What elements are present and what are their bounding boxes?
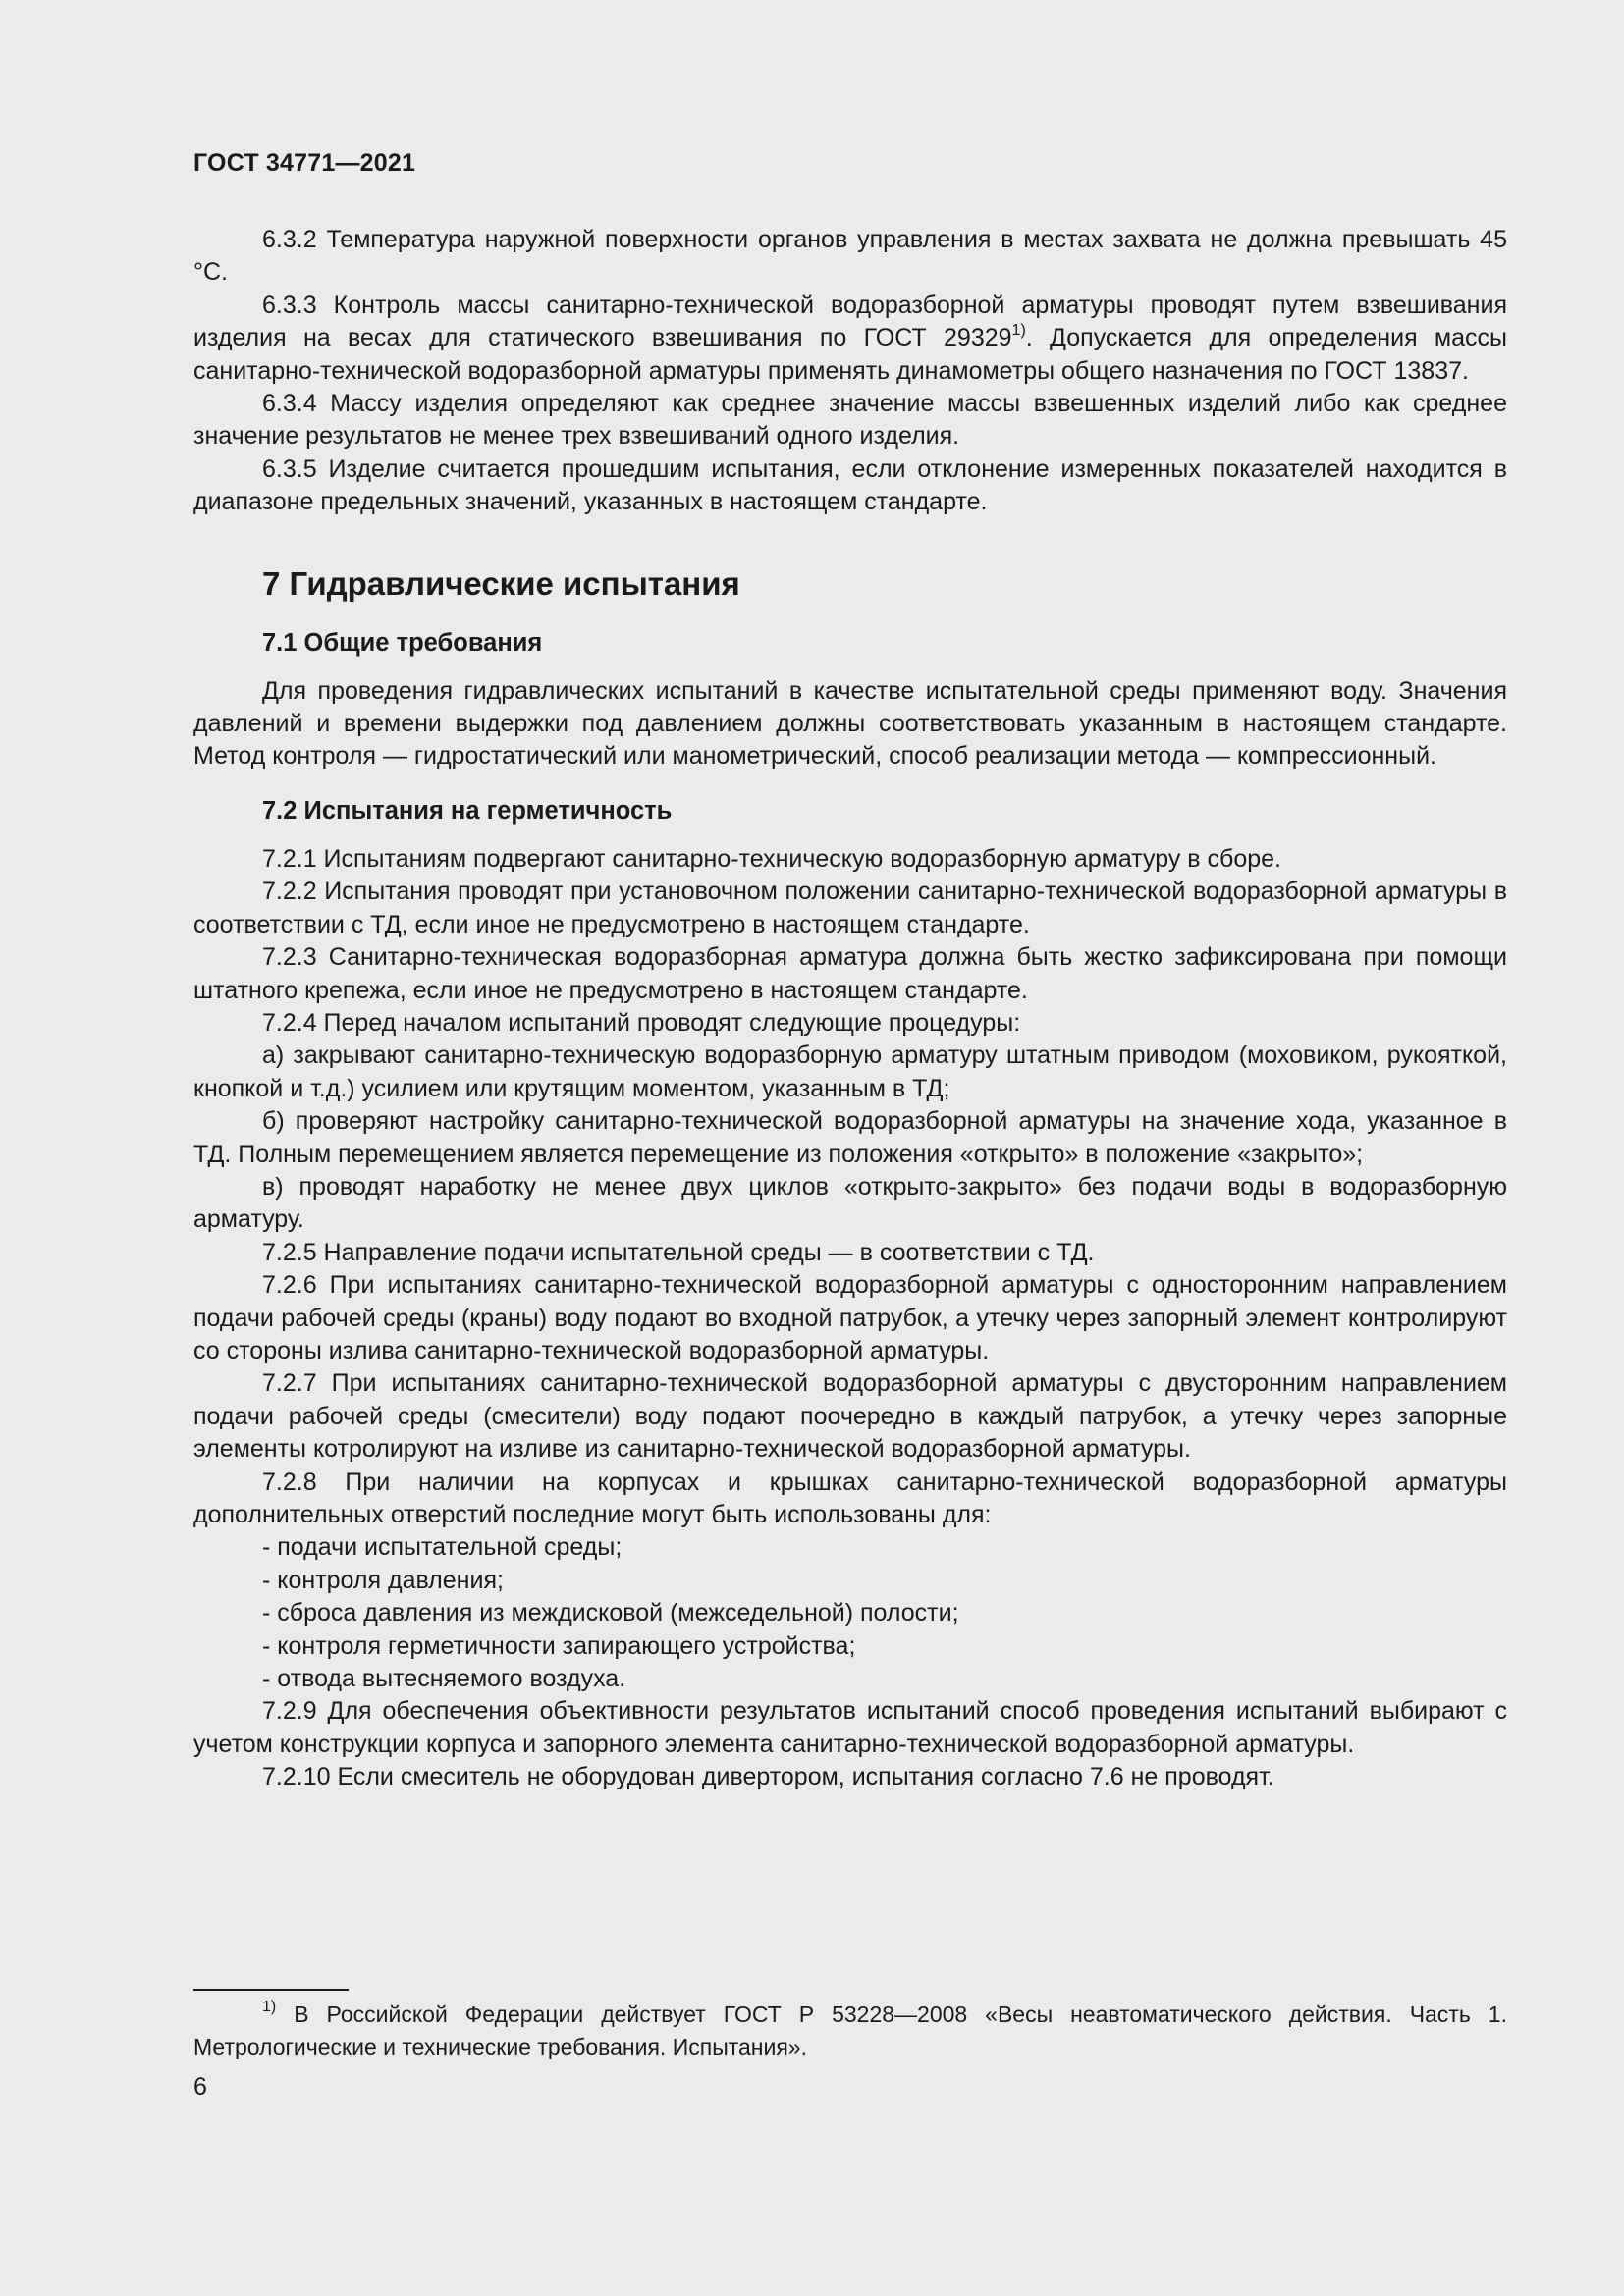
list-item: - сброса давления из междисковой (межседельной) полости; — [262, 1599, 959, 1628]
paragraph-7-2-9: 7.2.9 Для обеспечения объективности результатов испытаний способ проведения испытаний выбирают с учетом конструкции корпуса и запорного элемента санитарно-технической водоразборной арматуры. — [193, 1697, 1507, 1758]
paragraph-6-3-2: 6.3.2 Температура наружной поверхности органов управления в местах захвата не должна превышать 45 °С. — [193, 226, 1507, 287]
paragraph-7-1-general: Для проведения гидравлических испытаний в качестве испытательной среды применяют воду. Значения давлений и времени выдержки под давлением должны соответствовать указанным в настоящем стандарте. Метод контроля — гидростатический или манометрический, способ реализации метода — компрессионный. — [193, 676, 1507, 771]
paragraph-7-2-2: 7.2.2 Испытания проводят при установочном положении санитарно-технической водоразборной арматуры в соответствии с ТД, если иное не предусмотрено в настоящем стандарте. — [193, 878, 1507, 938]
list-item: - контроля герметичности запирающего устройства; — [262, 1631, 856, 1660]
paragraph-7-2-4-a: а) закрывают санитарно-техническую водоразборную арматуру штатным приводом (моховиком, рукояткой, кнопкой и т.д.) усилием или крутящим моментом, указанным в ТД; — [193, 1041, 1507, 1102]
paragraph-7-2-8: 7.2.8 При наличии на корпусах и крышках санитарно-технической водоразборной арматуры дополнительных отверстий последние могут быть использованы для: — [193, 1468, 1507, 1528]
document-code-header: ГОСТ 34771—2021 — [193, 149, 416, 177]
page-number: 6 — [193, 2073, 207, 2101]
paragraph-7-2-4-c: в) проводят наработку не менее двух циклов «открыто-закрыто» без подачи воды в водоразборную арматуру. — [193, 1172, 1507, 1234]
paragraph-6-3-5: 6.3.5 Изделие считается прошедшим испытания, если отклонение измеренных показателей находится в диапазоне предельных значений, указанных в настоящем стандарте. — [193, 454, 1507, 516]
paragraph-7-2-5: 7.2.5 Направление подачи испытательной среды — в соответствии с ТД. — [262, 1238, 1095, 1266]
paragraph-7-2-4: 7.2.4 Перед началом испытаний проводят следующие процедуры: — [262, 1008, 1021, 1037]
main-content — [193, 224, 1507, 1794]
footnote-divider — [193, 1989, 349, 1991]
paragraph-6-3-3-text-end: . Допускается для определения массы санитарно-технической водоразборной арматуры применять динамометры общего назначения по ГОСТ 13837. — [193, 324, 1507, 385]
paragraph-7-2-10: 7.2.10 Если смеситель не оборудован дивертором, испытания согласно 7.6 не проводят. — [262, 1763, 1274, 1791]
paragraph-6-3-3 — [193, 290, 1507, 388]
subsection-7-1-heading: 7.1 Общие требования — [262, 628, 543, 657]
list-item: - отвода вытесняемого воздуха. — [262, 1665, 626, 1693]
list-item: - подачи испытательной среды; — [262, 1533, 623, 1562]
paragraph-7-2-3: 7.2.3 Санитарно-техническая водоразборная арматура должна быть жестко зафиксирована при помощи штатного крепежа, если иное не предусмотрено в настоящем стандарте. — [193, 943, 1507, 1004]
paragraph-7-2-4-b: б) проверяют настройку санитарно-технической водоразборной арматуры на значение хода, указанное в ТД. Полным перемещением является перемещение из положения «открыто» в положение «закрыто»; — [193, 1107, 1507, 1168]
footnote-text: В Российской Федерации действует ГОСТ Р 53228—2008 «Весы неавтоматического действия. Часть 1. Метрологические и технические требования. Испытания». — [193, 2002, 1507, 2059]
footnote — [193, 1999, 1507, 2063]
paragraph-7-2-6: 7.2.6 При испытаниях санитарно-технической водоразборной арматуры с односторонним направлением подачи рабочей среды (краны) воду подают во входной патрубок, а утечку через запорный элемент контролируют со стороны излива санитарно-технической водоразборной арматуры. — [193, 1271, 1507, 1364]
footnote-marker: 1) — [262, 1999, 277, 2016]
section-7-heading: 7 Гидравлические испытания — [262, 564, 740, 602]
paragraph-6-3-3-text-start: 6.3.3 Контроль массы санитарно-технической водоразборной арматуры проводят путем взвешивания изделия на весах для статического взвешивания по ГОСТ 29329 — [193, 291, 1507, 352]
subsection-7-2-heading: 7.2 Испытания на герметичность — [262, 796, 673, 825]
list-item: - контроля давления; — [262, 1566, 504, 1594]
paragraph-7-2-1: 7.2.1 Испытаниям подвергают санитарно-техническую водоразборную арматуру в сборе. — [262, 844, 1281, 873]
footnote-reference[interactable]: 1) — [1011, 321, 1026, 339]
paragraph-6-3-4: 6.3.4 Массу изделия определяют как среднее значение массы взвешенных изделий либо как среднее значение результатов не менее трех взвешиваний одного изделия. — [193, 390, 1507, 451]
paragraph-7-2-7: 7.2.7 При испытаниях санитарно-технической водоразборной арматуры с двусторонним направлением подачи рабочей среды (смесители) воду подают поочередно в каждый патрубок, а утечку через запорные элементы котролируют на изливе из санитарно-технической водоразборной арматуры. — [193, 1369, 1507, 1464]
